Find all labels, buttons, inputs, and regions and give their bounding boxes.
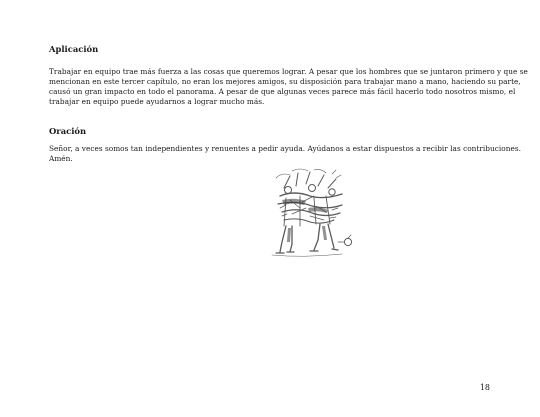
paragraph-line: Amén. [49,154,73,163]
paragraph-oracion [49,144,521,164]
page-number: 18 [479,383,490,392]
section-heading-oracion: Oración [49,126,87,136]
paragraph-line: Señor, a veces somos tan independientes y renuentes a pedir ayuda. Ayúdanos a estar dispuestos a recibir las contribuciones. [49,144,521,153]
paragraph-line: mencionan en este tercer capítulo, no eran los mejores amigos, su disposición para trabajar mano a mano, haciendo su parte, [49,77,521,86]
paragraph-aplicacion [49,67,528,107]
paragraph-line: trabajar en equipo puede ayudarnos a lograr mucho más. [49,97,265,106]
teamwork-lifting-sketch-icon [262,166,362,258]
paragraph-line: causó un gran impacto en todo el panorama. A pesar de que algunas veces parece más fácil hacerlo todo nosotros mismo, el [49,87,516,96]
paragraph-line: Trabajar en equipo trae más fuerza a las cosas que queremos lograr. A pesar que los hombres que se juntaron primero y que se [49,67,528,76]
section-heading-aplicacion: Aplicación [49,44,99,54]
